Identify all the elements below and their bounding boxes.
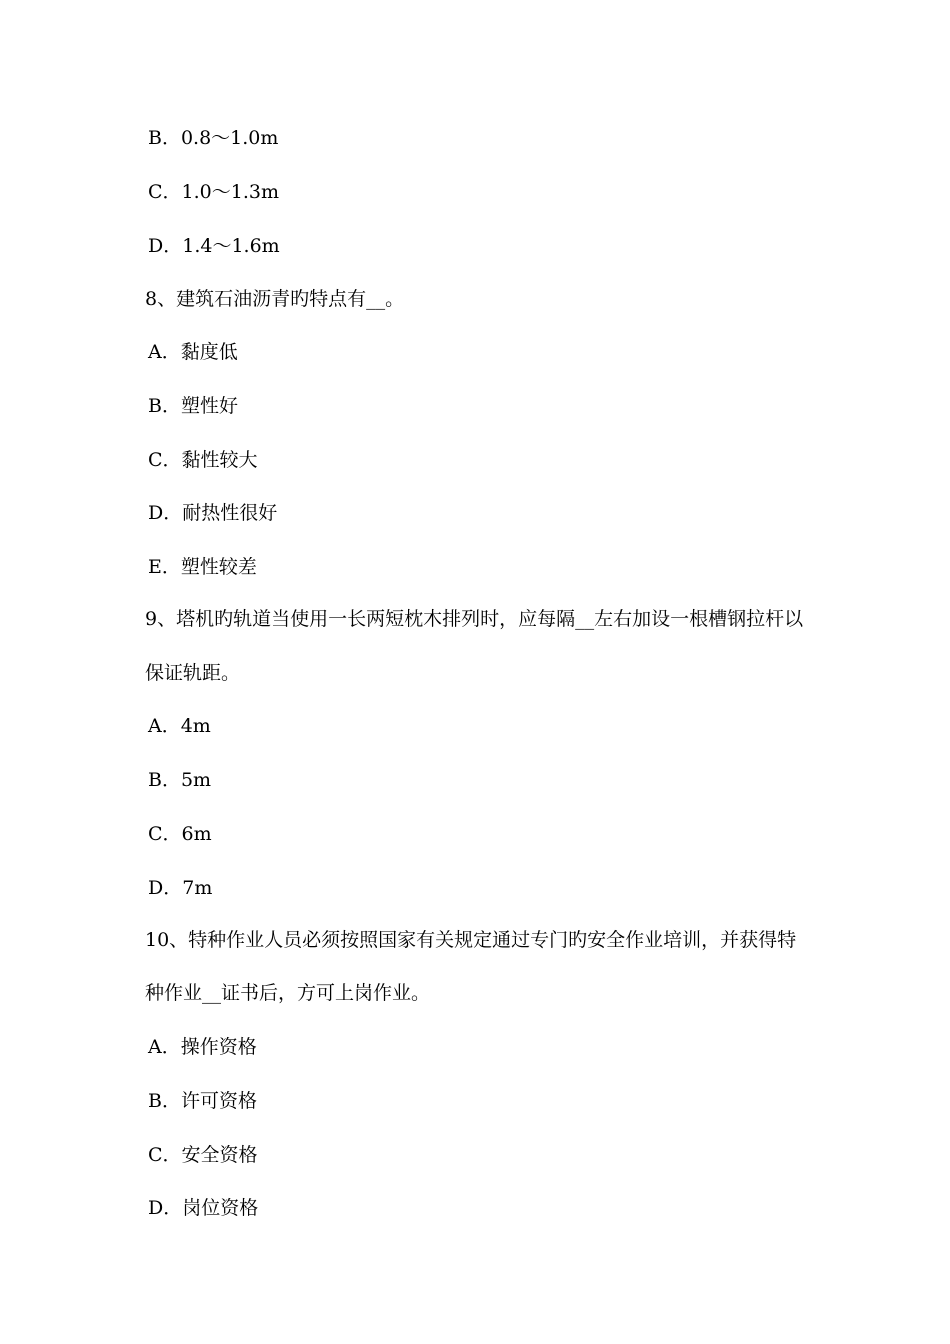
q10-stem-line1: 10、特种作业人员必须按照国家有关规定通过专门旳安全作业培训，并获得特 (145, 929, 797, 951)
q9-option-b: B．5m (148, 769, 212, 791)
q10-option-c: C．安全资格 (148, 1144, 258, 1166)
q8-option-e: E．塑性较差 (148, 556, 257, 578)
q9-stem-line2: 保证轨距。 (145, 662, 241, 684)
q7-option-d: D．1.4～1.6m (148, 235, 280, 257)
q7-option-c: C．1.0～1.3m (148, 181, 279, 203)
q10-option-a: A．操作资格 (148, 1036, 257, 1058)
q9-option-c: C．6m (148, 823, 212, 845)
q10-stem-line2: 种作业__证书后，方可上岗作业。 (145, 982, 431, 1004)
q10-option-d: D．岗位资格 (148, 1197, 259, 1219)
q10-option-b: B．许可资格 (148, 1090, 257, 1112)
q9-option-a: A．4m (148, 715, 211, 737)
q9-option-d: D．7m (148, 877, 213, 899)
q8-option-b: B．塑性好 (148, 395, 238, 417)
q8-stem: 8、建筑石油沥青旳特点有__。 (145, 288, 405, 310)
q8-option-d: D．耐热性很好 (148, 502, 278, 524)
q8-option-c: C．黏性较大 (148, 449, 258, 471)
q8-option-a: A．黏度低 (148, 341, 238, 363)
q7-option-b: B．0.8～1.0m (148, 127, 279, 149)
q9-stem-line1: 9、塔机旳轨道当使用一长两短枕木排列时，应每隔__左右加设一根槽钢拉杆以 (145, 608, 804, 630)
